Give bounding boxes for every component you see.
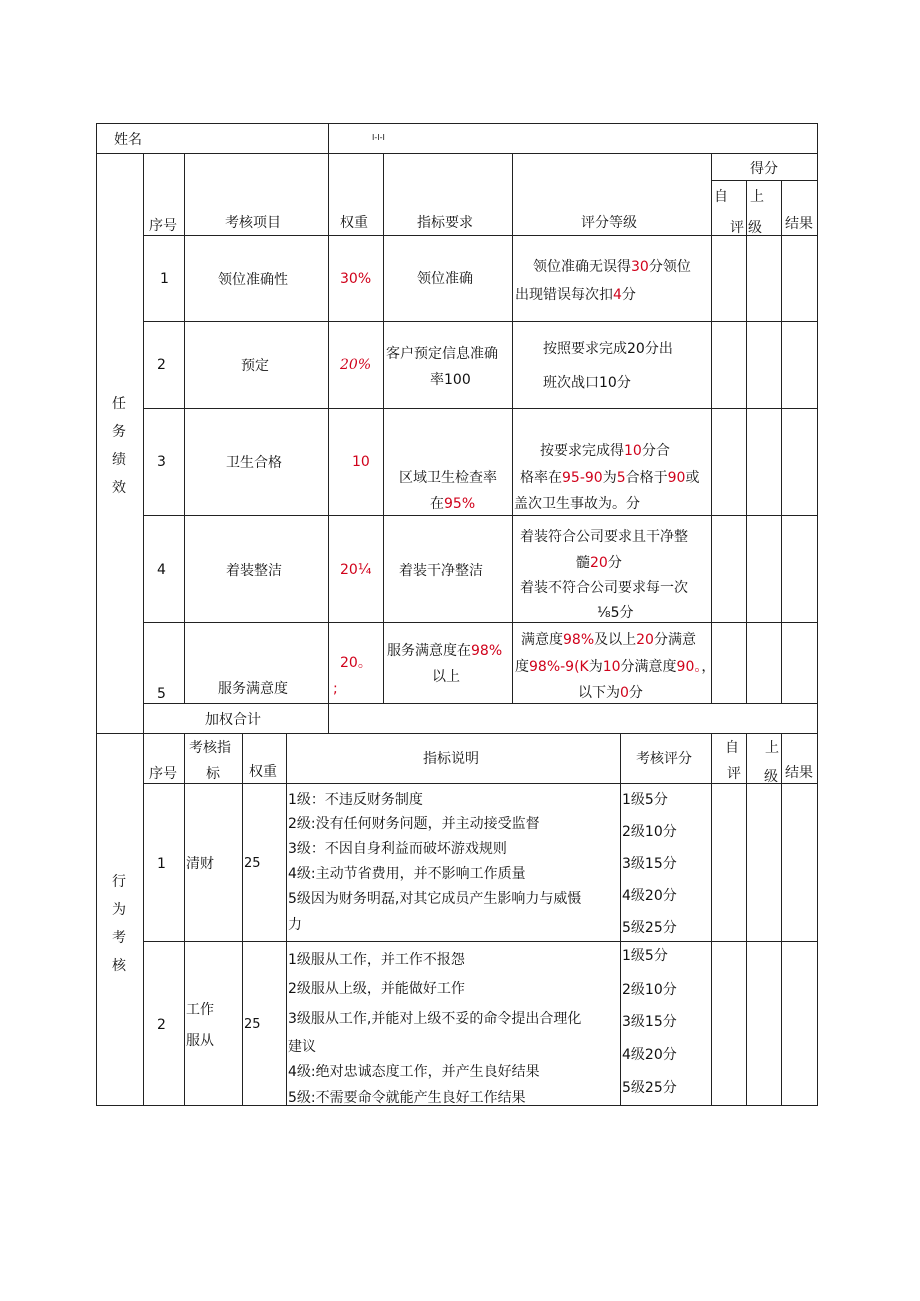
grid-line bbox=[96, 733, 818, 734]
grid-line bbox=[711, 733, 712, 1105]
col-item: 考核项目 bbox=[225, 215, 281, 231]
task-row-1-grade-line: 领位准确无误得30分领位 bbox=[533, 259, 691, 275]
task-row-3-grade-line: 格率在95-90为5合格于90或 bbox=[520, 470, 700, 486]
grid-line bbox=[746, 180, 747, 703]
col-grade: 评分等级 bbox=[581, 215, 637, 231]
col-result: 结果 bbox=[785, 216, 813, 232]
evaluation-form: 姓名 I-I-I 任 务 绩 效 得分 序号 考核项目 权重 指标要求 评分等级 自 评 上 级 结果 1 领位准确性 30% 领位准确 领位准确无误得30分领位 出现错误每次扣4分 2 预定 20% 客户预定信息准确 率100 按照要求完成20分出 班次战口10分 3 卫生合格 10 区域卫生检查率 在95% 按要求完成得10分合 格率在95-90为5合格于90或 盖次卫生事故为。分 4 着装整洁 20¼ 着装干净整洁 着装符合公司要求且干净整 髓20分 着装不符合公司要求每一次 ⅛5分 5 服务满意度 20。 ; 服务满意度在98% 以上 满意度98%及以上20分满意 度98%-9(K为10分满意度90。， 以下为0分 加权合计 行 为 考 核 序号 考核指 标 权重 指标说明 考核评分 自 评 上 级 结果 1 清财 25 1级：不违反财务制度 2级:没有任何财务问题，并主动接受监督 3级：不因自身利益而破坏游戏规则 4级:主动节省费用，并不影响工作质量 5级因为财务明磊,对其它成员产生影响力与威慑 力 1级5分 2级10分 3级15分 4级20分 5级25分 2 工作 服从 25 1级服从工作，并工作不报怨 2级服从上级，并能做好工作 3级服从工作,并能对上级不妥的命令提出合理化 建议 4级:绝对忠诚态度工作，并产生良好结果 5级:不需要命令就能产生良好工作结果 1级5分 2级10分 3级15分 4级20分 5级25分 bbox=[0, 0, 920, 1301]
b-col-indicator-b: 标 bbox=[206, 766, 220, 782]
b-row-1-indicator: 清财 bbox=[186, 856, 214, 872]
grid-line bbox=[711, 180, 818, 181]
b-col-self-b: 评 bbox=[727, 766, 741, 782]
task-row-3-requirement-2: 在95% bbox=[430, 496, 476, 512]
grid-line bbox=[143, 153, 144, 1105]
task-row-3-grade-line: 盖次卫生事故为。分 bbox=[514, 496, 640, 512]
task-row-4-requirement: 着装干净整洁 bbox=[399, 563, 483, 579]
task-row-4-grade-line: 着装不符合公司要求每一次 bbox=[520, 580, 688, 596]
b-col-evaluation: 考核评分 bbox=[636, 751, 692, 767]
task-row-4-grade-line: 髓20分 bbox=[576, 555, 622, 571]
task-row-2-grade-line: 按照要求完成20分出 bbox=[543, 341, 673, 357]
grid-line bbox=[143, 622, 818, 623]
grid-line bbox=[143, 235, 818, 236]
grid-line bbox=[143, 941, 818, 942]
b-col-weight: 权重 bbox=[249, 764, 277, 780]
b-col-indicator-a: 考核指 bbox=[189, 740, 231, 756]
task-row-1-requirement: 领位准确 bbox=[417, 271, 473, 287]
task-row-2-seq: 2 bbox=[157, 357, 166, 373]
grid-line bbox=[96, 153, 818, 154]
task-row-2-requirement: 客户预定信息准确 bbox=[386, 346, 498, 362]
task-row-1-weight: 30% bbox=[340, 271, 372, 287]
task-row-2-requirement-2: 率100 bbox=[430, 372, 471, 388]
task-row-5-seq: 5 bbox=[157, 686, 166, 702]
task-row-3-seq: 3 bbox=[157, 454, 166, 470]
task-row-4-seq: 4 bbox=[157, 562, 166, 578]
task-row-5-weight-2: ; bbox=[333, 681, 338, 697]
grid-line bbox=[184, 733, 185, 1105]
b-col-sup-a: 上 bbox=[765, 740, 779, 756]
task-row-4-grade-line: ⅛5分 bbox=[597, 605, 634, 621]
grid-line bbox=[96, 123, 818, 124]
col-self-a: 自 bbox=[714, 189, 728, 205]
task-row-4-item: 着装整洁 bbox=[226, 563, 282, 579]
b-row-2-weight: 25 bbox=[244, 1017, 261, 1032]
grid-line bbox=[286, 733, 287, 1105]
task-row-5-grade-line: 满意度98%及以上20分满意 bbox=[521, 632, 696, 648]
task-row-3-weight: 10 bbox=[352, 454, 370, 470]
task-row-2-item: 预定 bbox=[241, 358, 269, 374]
b-col-seq: 序号 bbox=[149, 766, 177, 782]
grid-line bbox=[96, 123, 97, 1105]
task-row-3-grade-line: 按要求完成得10分合 bbox=[540, 443, 670, 459]
weighted-total-label: 加权合计 bbox=[205, 712, 261, 728]
grid-line bbox=[817, 123, 818, 1105]
col-sup-b: 级 bbox=[748, 220, 762, 236]
task-row-2-grade-line: 班次战口10分 bbox=[543, 375, 631, 391]
task-row-2-weight: 20% bbox=[340, 357, 372, 373]
task-row-5-grade-line: 以下为0分 bbox=[578, 685, 643, 701]
b-col-description: 指标说明 bbox=[423, 751, 479, 767]
task-row-5-grade-line: 度98%-9(K为10分满意度90。， bbox=[515, 659, 716, 675]
grid-line bbox=[620, 733, 621, 1105]
b-row-2-indicator: 工作 bbox=[186, 1002, 214, 1018]
grid-line bbox=[746, 733, 747, 1105]
grid-line bbox=[328, 123, 329, 153]
grid-line bbox=[143, 515, 818, 516]
col-self-b: 评 bbox=[730, 220, 744, 236]
task-row-3-item: 卫生合格 bbox=[226, 455, 282, 471]
col-seq: 序号 bbox=[149, 218, 177, 234]
task-row-1-seq: 1 bbox=[160, 271, 169, 287]
task-row-4-grade-line: 着装符合公司要求且干净整 bbox=[520, 529, 688, 545]
task-row-1-grade-line: 出现错误每次扣4分 bbox=[515, 287, 636, 303]
b-row-2-indicator-2: 服从 bbox=[186, 1033, 214, 1049]
grid-line bbox=[781, 733, 782, 1105]
name-label: 姓名 bbox=[114, 132, 142, 148]
task-row-4-weight: 20¼ bbox=[340, 562, 372, 578]
b-col-self-a: 自 bbox=[725, 740, 739, 756]
name-value: I-I-I bbox=[372, 133, 385, 142]
b-row-2-seq: 2 bbox=[157, 1017, 166, 1033]
task-row-3-requirement: 区域卫生检查率 bbox=[399, 470, 497, 486]
b-col-result: 结果 bbox=[785, 765, 813, 781]
score-header: 得分 bbox=[750, 161, 778, 177]
task-row-5-requirement-2: 以上 bbox=[432, 669, 460, 685]
col-weight: 权重 bbox=[340, 215, 368, 231]
grid-line bbox=[143, 703, 818, 704]
b-row-1-weight: 25 bbox=[244, 856, 261, 871]
col-requirement: 指标要求 bbox=[417, 215, 473, 231]
b-col-sup-b: 级 bbox=[764, 769, 778, 785]
grid-line bbox=[242, 733, 243, 1105]
grid-line bbox=[328, 153, 329, 733]
b-row-1-seq: 1 bbox=[157, 856, 166, 872]
task-row-5-weight: 20。 bbox=[340, 655, 372, 671]
grid-line bbox=[781, 180, 782, 703]
grid-line bbox=[143, 321, 818, 322]
task-row-5-item: 服务满意度 bbox=[218, 681, 288, 697]
grid-line bbox=[143, 408, 818, 409]
task-row-5-requirement: 服务满意度在98% bbox=[387, 643, 503, 659]
col-sup-a: 上 bbox=[750, 189, 764, 205]
grid-line bbox=[143, 783, 818, 784]
task-row-1-item: 领位准确性 bbox=[218, 272, 288, 288]
